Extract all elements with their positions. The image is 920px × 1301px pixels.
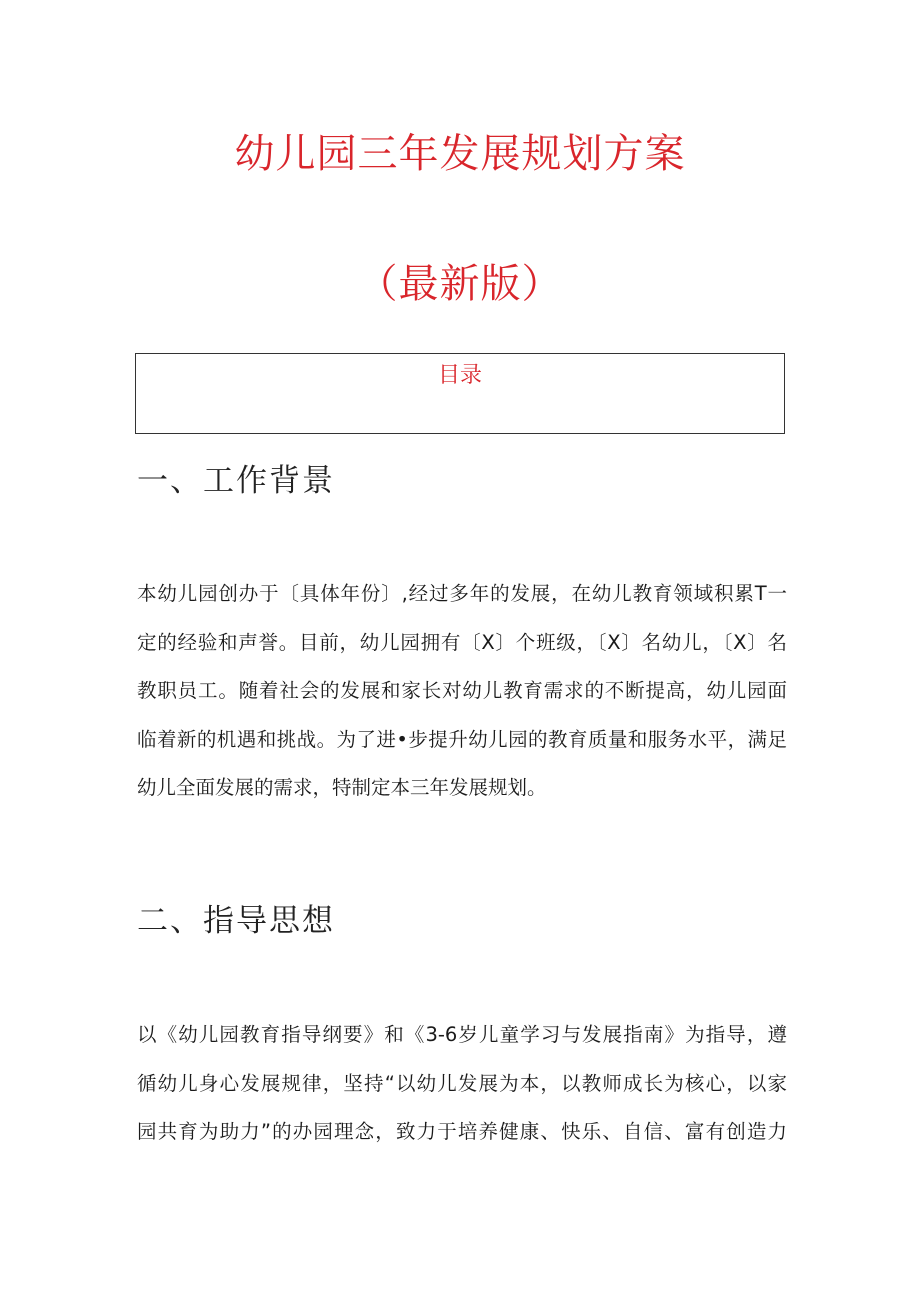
section-paragraph-guiding-ideology <box>137 1011 787 1157</box>
paragraph-line: 临着新的机遇和挑战。为了进•步提升幼儿园的教育质量和服务水平，满足 <box>137 727 787 751</box>
paragraph-line: 本幼儿园创办于〔具体年份〕,经过多年的发展，在幼儿教育领域积累T一 <box>137 582 787 605</box>
section-paragraph-work-background <box>137 570 787 813</box>
paragraph-line: 以《幼儿园教育指导纲要》和《3-6岁儿童学习与发展指南》为指导，遵 <box>137 1023 787 1046</box>
paragraph-line: 教职员工。随着社会的发展和家长对幼儿教育需求的不断提高，幼儿园面 <box>137 679 787 702</box>
document-title: 幼儿园三年发展规划方案 <box>234 131 686 177</box>
document-subtitle: （最新版） <box>357 261 563 307</box>
paragraph-line: 园共育为助力”的办园理念，致力于培养健康、快乐、自信、富有创造力 <box>137 1120 787 1143</box>
paragraph-line: 循幼儿身心发展规律，坚持“以幼儿发展为本，以教师成长为核心，以家 <box>137 1071 787 1095</box>
section-heading-work-background: 一、工作背景 <box>137 463 335 499</box>
section-heading-guiding-ideology: 二、指导思想 <box>137 903 335 939</box>
toc-label: 目录 <box>437 363 482 388</box>
paragraph-line: 定的经验和声誉。目前，幼儿园拥有〔X〕个班级，〔X〕名幼儿，〔X〕名 <box>137 630 787 654</box>
paragraph-line: 幼儿全面发展的需求，特制定本三年发展规划。 <box>137 776 547 799</box>
table-of-contents-box <box>135 353 785 434</box>
